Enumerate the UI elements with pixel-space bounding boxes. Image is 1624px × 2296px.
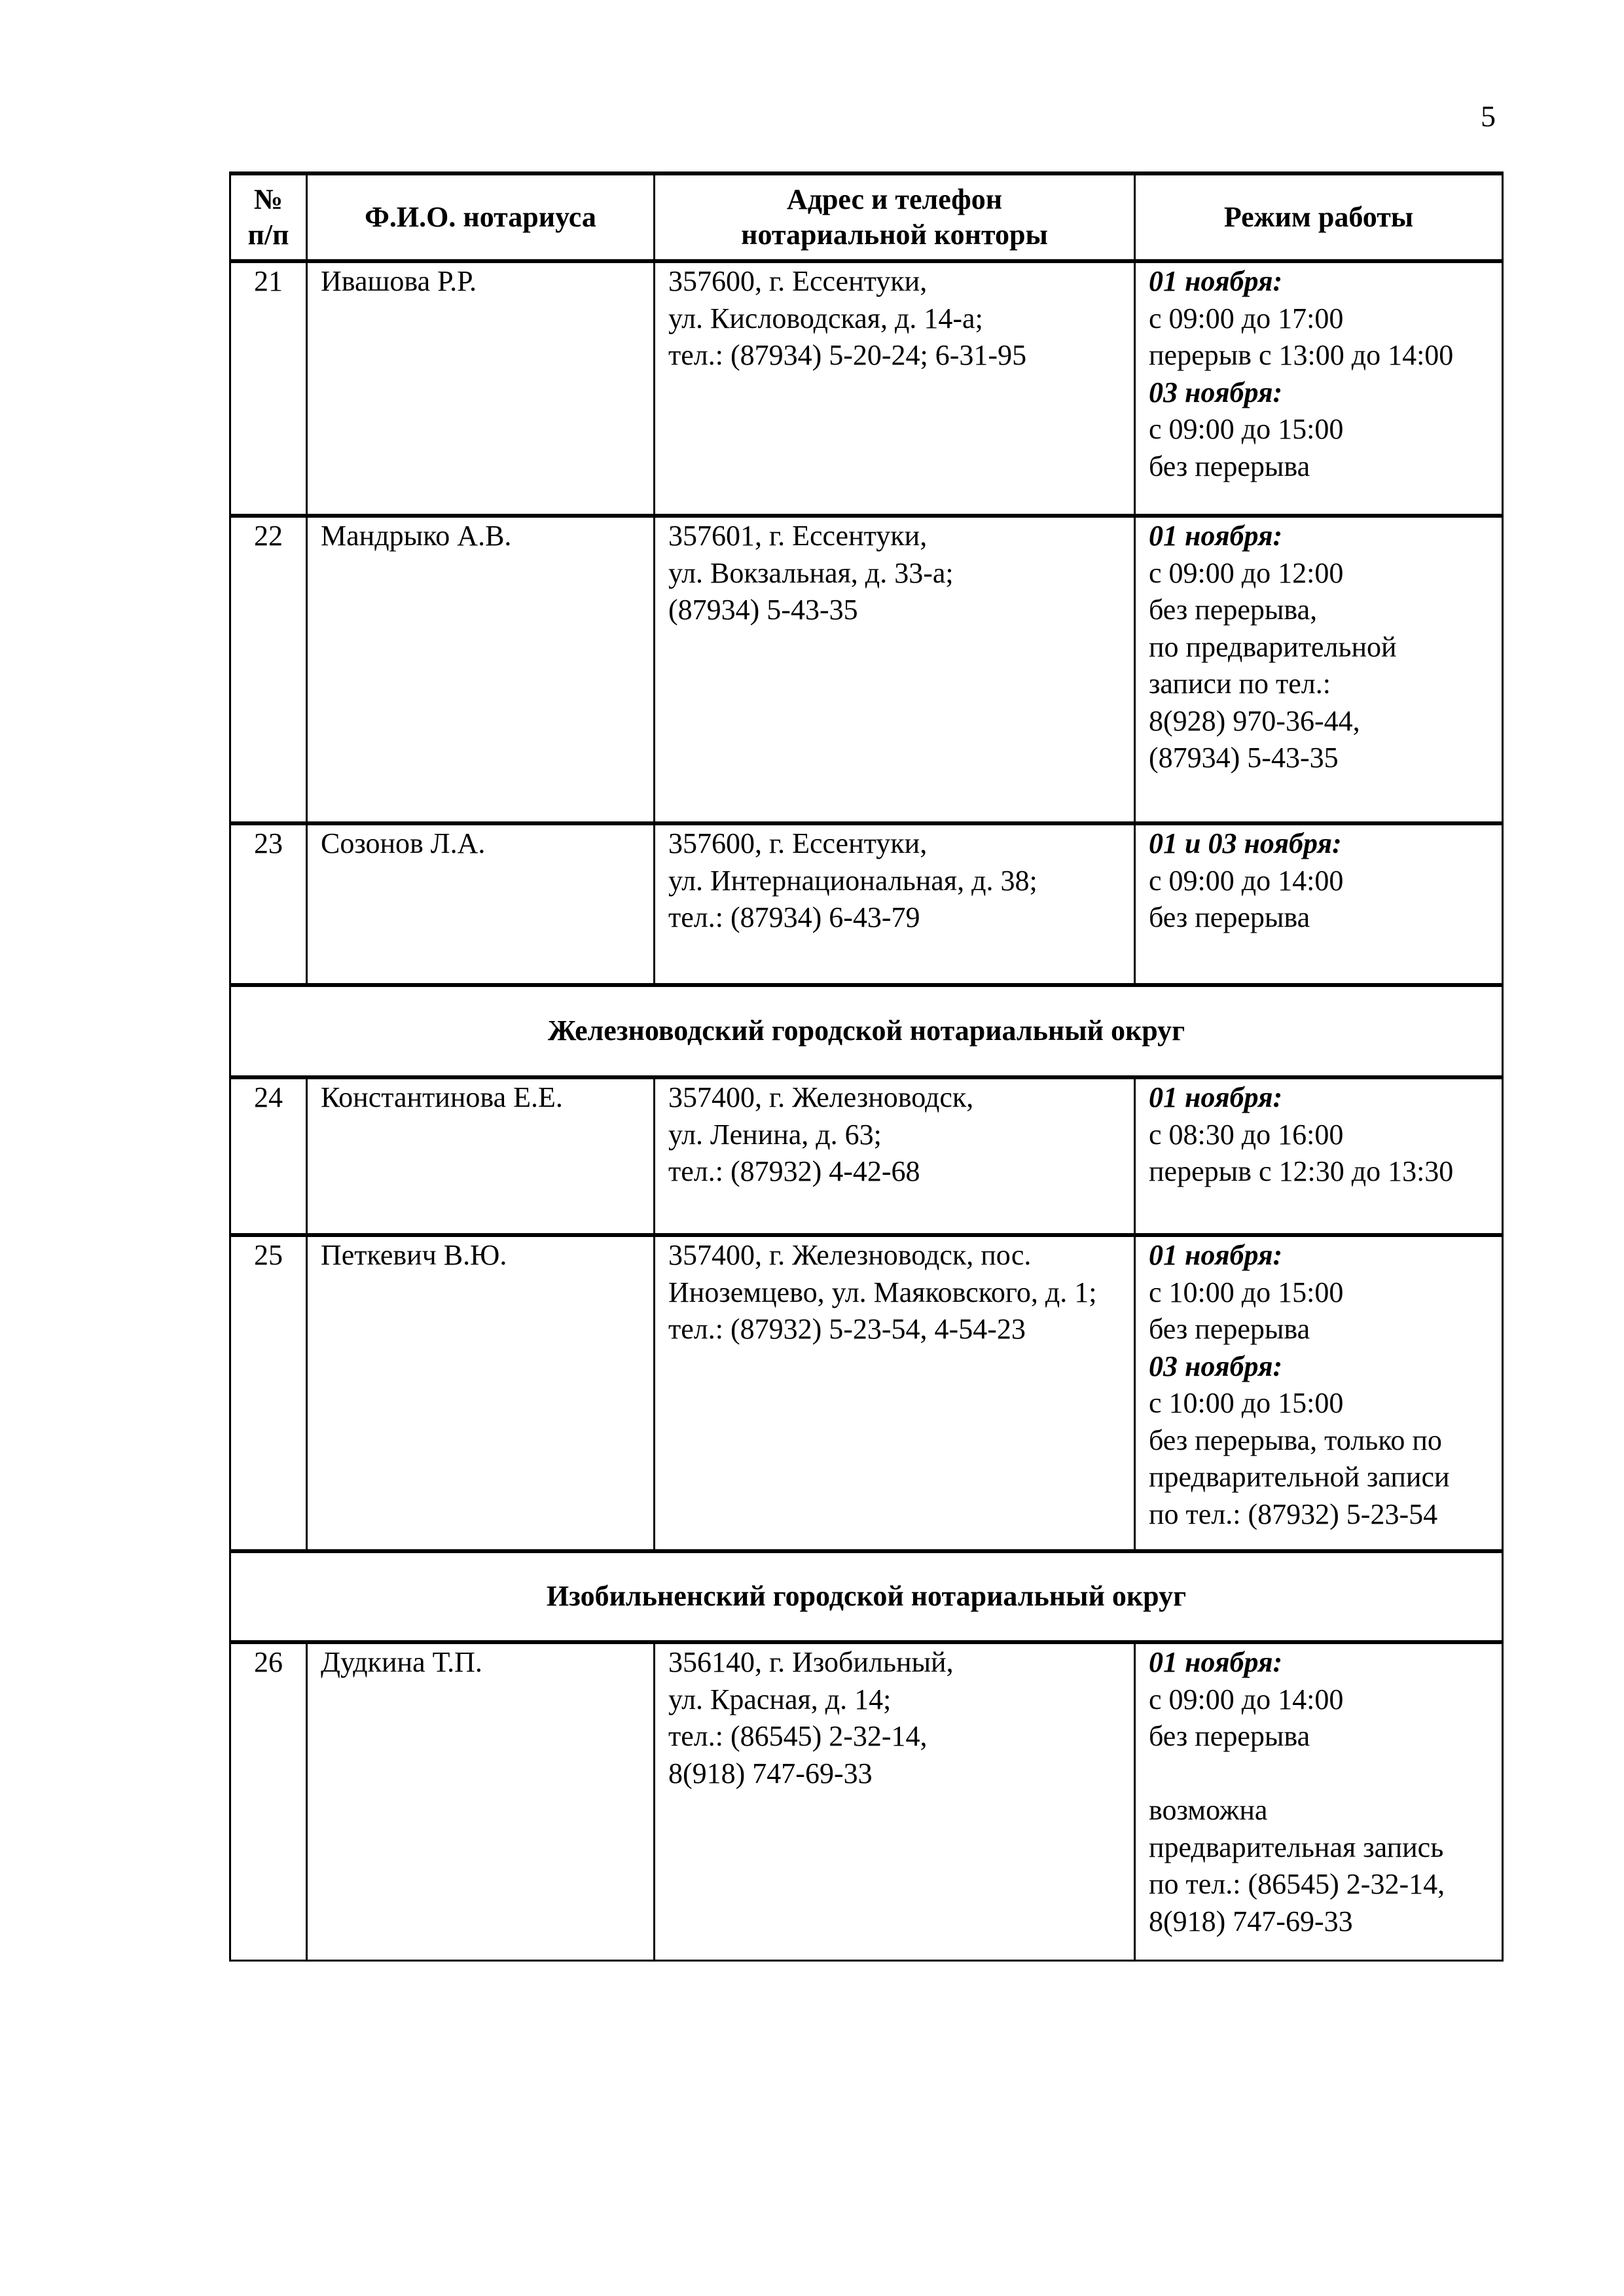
schedule-line: (87934) 5-43-35 (1149, 742, 1339, 774)
office-address (655, 823, 1135, 985)
schedule-line: без перерыва, (1149, 594, 1318, 626)
district-title: Изобильненский городской нотариальный округ (230, 1551, 1503, 1642)
address-line: 357601, г. Ессентуки, (668, 520, 928, 552)
address-line: тел.: (87934) 6-43-79 (668, 901, 920, 933)
notary-name: Созонов Л.А. (307, 823, 655, 985)
office-address (655, 1642, 1135, 1961)
district-title: Железноводский городской нотариальный округ (230, 985, 1503, 1077)
schedule-date: 03 ноября: (1149, 1350, 1283, 1382)
table-row (230, 516, 1503, 823)
schedule-line: по тел.: (87932) 5-23-54 (1149, 1498, 1438, 1530)
row-number: 26 (230, 1642, 307, 1961)
schedule-line: по предварительной (1149, 630, 1397, 663)
row-number: 23 (230, 823, 307, 985)
notaries-table (229, 171, 1504, 1962)
table-row (230, 1077, 1503, 1235)
address-line: тел.: (87934) 5-20-24; 6-31-95 (668, 339, 1027, 371)
schedule-date: 01 ноября: (1149, 265, 1283, 297)
notary-name: Константинова Е.Е. (307, 1077, 655, 1235)
address-line: тел.: (87932) 5-23-54, 4-54-23 (668, 1313, 1026, 1345)
row-number: 25 (230, 1235, 307, 1551)
schedule-date: 01 ноября: (1149, 1239, 1283, 1271)
row-number: 24 (230, 1077, 307, 1235)
schedule-line: с 09:00 до 12:00 (1149, 556, 1344, 589)
header-address-line: Адрес и телефон (786, 183, 1003, 215)
schedule-date: 03 ноября: (1149, 376, 1283, 408)
district-row (230, 985, 1503, 1077)
schedule-line: 8(928) 970-36-44, (1149, 704, 1360, 737)
table-row (230, 823, 1503, 985)
office-address (655, 261, 1135, 516)
header-num (230, 173, 307, 261)
address-line: Иноземцево, ул. Маяковского, д. 1; (668, 1276, 1097, 1308)
address-line: 357600, г. Ессентуки, (668, 827, 928, 859)
table-header-row (230, 173, 1503, 261)
notary-name: Ивашова Р.Р. (307, 261, 655, 516)
notary-name: Мандрыко А.В. (307, 516, 655, 823)
schedule-line: предварительной записи (1149, 1461, 1450, 1493)
office-address (655, 1235, 1135, 1551)
notary-name: Дудкина Т.П. (307, 1642, 655, 1961)
address-line: 357600, г. Ессентуки, (668, 265, 928, 297)
table-body (230, 261, 1503, 1961)
schedule-line: 8(918) 747-69-33 (1149, 1905, 1353, 1937)
schedule-line: по тел.: (86545) 2-32-14, (1149, 1868, 1445, 1900)
address-line: тел.: (86545) 2-32-14, (668, 1720, 928, 1752)
schedule-line: без перерыва, только по (1149, 1424, 1442, 1456)
address-line: 8(918) 747-69-33 (668, 1757, 873, 1789)
office-address (655, 1077, 1135, 1235)
header-address-line: нотариальной конторы (741, 219, 1048, 251)
address-line: 357400, г. Железноводск, пос. (668, 1239, 1032, 1271)
office-address (655, 516, 1135, 823)
schedule-line: без перерыва (1149, 1313, 1310, 1345)
schedule-line: с 09:00 до 15:00 (1149, 413, 1344, 445)
work-schedule (1135, 1642, 1503, 1961)
header-name: Ф.И.О. нотариуса (307, 173, 655, 261)
work-schedule (1135, 516, 1503, 823)
work-schedule (1135, 1235, 1503, 1551)
work-schedule (1135, 1077, 1503, 1235)
table-row (230, 261, 1503, 516)
schedule-line: с 08:30 до 16:00 (1149, 1118, 1344, 1151)
header-address (655, 173, 1135, 261)
schedule-date: 01 ноября: (1149, 520, 1283, 552)
address-line: (87934) 5-43-35 (668, 594, 858, 626)
work-schedule (1135, 261, 1503, 516)
row-number: 22 (230, 516, 307, 823)
page-number: 5 (1481, 99, 1496, 133)
address-line: ул. Красная, д. 14; (668, 1683, 892, 1715)
schedule-date: 01 и 03 ноября: (1149, 827, 1342, 859)
schedule-line: с 09:00 до 17:00 (1149, 302, 1344, 334)
schedule-line: с 09:00 до 14:00 (1149, 1683, 1344, 1715)
schedule-date: 01 ноября: (1149, 1646, 1283, 1678)
schedule-line: без перерыва (1149, 450, 1310, 482)
table-row (230, 1235, 1503, 1551)
address-line: ул. Кисловодская, д. 14-а; (668, 302, 983, 334)
row-number: 21 (230, 261, 307, 516)
schedule-line: возможна (1149, 1794, 1268, 1826)
schedule-line: с 10:00 до 15:00 (1149, 1387, 1344, 1419)
schedule-line: перерыв с 12:30 до 13:30 (1149, 1155, 1454, 1187)
district-row (230, 1551, 1503, 1642)
schedule-line: с 10:00 до 15:00 (1149, 1276, 1344, 1308)
header-schedule: Режим работы (1135, 173, 1503, 261)
address-line: тел.: (87932) 4-42-68 (668, 1155, 920, 1187)
schedule-line: предварительная запись (1149, 1831, 1444, 1863)
notary-name: Петкевич В.Ю. (307, 1235, 655, 1551)
header-num-line: № (253, 183, 283, 215)
table-row (230, 1642, 1503, 1961)
schedule-line: записи по тел.: (1149, 668, 1331, 700)
schedule-date: 01 ноября: (1149, 1081, 1283, 1113)
address-line: 356140, г. Изобильный, (668, 1646, 954, 1678)
schedule-line: без перерыва (1149, 1720, 1310, 1752)
work-schedule (1135, 823, 1503, 985)
address-line: ул. Интернациональная, д. 38; (668, 864, 1038, 897)
schedule-line: без перерыва (1149, 901, 1310, 933)
schedule-line: перерыв с 13:00 до 14:00 (1149, 339, 1454, 371)
schedule-spacer (1149, 1755, 1489, 1793)
schedule-line: с 09:00 до 14:00 (1149, 864, 1344, 897)
header-num-line: п/п (247, 219, 289, 251)
address-line: ул. Вокзальная, д. 33-а; (668, 556, 954, 589)
address-line: 357400, г. Железноводск, (668, 1081, 974, 1113)
address-line: ул. Ленина, д. 63; (668, 1118, 882, 1151)
